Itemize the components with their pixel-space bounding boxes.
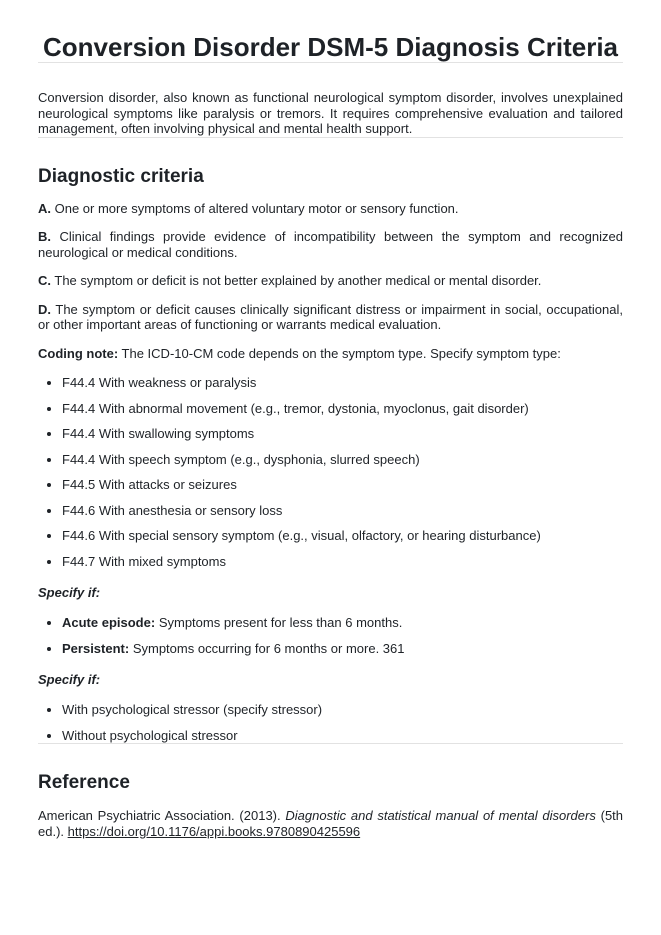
divider <box>38 137 623 138</box>
specify-stressor-heading: Specify if: <box>38 672 101 687</box>
criterion-a <box>38 201 623 217</box>
criterion-b-text: Clinical findings provide evidence of incompatibility between the symptom and recognized neurological or medical conditions. <box>38 229 623 260</box>
citation-prefix: American Psychiatric Association. (2013). <box>38 808 281 823</box>
specify-duration-list <box>38 615 623 656</box>
list-item <box>62 641 623 657</box>
list-item: • F44.4 With weakness or paralysis <box>62 375 623 391</box>
criterion-c-label: C. <box>38 273 51 288</box>
page-title: Conversion Disorder DSM-5 Diagnosis Criteria <box>42 32 619 62</box>
criterion-d-text: The symptom or deficit causes clinically significant distress or impairment in social, occupational, or other important areas of functioning or warrants medical evaluation. <box>38 301 623 332</box>
specify-stressor-list <box>38 702 623 743</box>
intro-paragraph: Conversion disorder, also known as functional neurological symptom disorder, involves unexplained neurological symptoms like paralysis or tremors. It requires comprehensive evaluation and tailored management, often involving physical and mental health support. <box>38 90 623 136</box>
citation-suffix: (5th ed.). <box>38 808 624 839</box>
duration-item-text: Symptoms occurring for 6 months or more. 361 <box>132 640 405 656</box>
coding-note-text: The ICD-10-CM code depends on the symptom type. Specify symptom type: <box>121 345 561 361</box>
citation-book-title: Diagnostic and statistical manual of mental disorders <box>285 808 596 823</box>
criterion-d <box>38 302 623 333</box>
list-item: • With psychological stressor (specify stressor) <box>62 702 623 718</box>
list-item: • F44.6 With anesthesia or sensory loss <box>62 503 623 519</box>
criterion-b <box>38 229 623 260</box>
list-item: • F44.4 With abnormal movement (e.g., tremor, dystonia, myoclonus, gait disorder) <box>62 401 623 417</box>
reference-heading: Reference <box>38 772 130 793</box>
list-item: • F44.4 With speech symptom (e.g., dysphonia, slurred speech) <box>62 452 623 468</box>
symptom-type-list <box>38 375 623 569</box>
list-item <box>62 615 623 631</box>
list-item: • F44.4 With swallowing symptoms <box>62 426 623 442</box>
list-item: • Without psychological stressor <box>62 728 623 744</box>
duration-item-label: Persistent: <box>62 640 130 656</box>
coding-note-label: Coding note: <box>38 345 119 361</box>
reference-citation <box>38 808 623 839</box>
duration-item-label: Acute episode: <box>62 615 156 630</box>
diagnostic-criteria-heading: Diagnostic criteria <box>38 165 204 187</box>
criterion-b-label: B. <box>38 229 51 244</box>
list-item: • F44.5 With attacks or seizures <box>62 477 623 493</box>
list-item: • F44.6 With special sensory symptom (e.g., visual, olfactory, or hearing disturbance) <box>62 528 623 544</box>
divider <box>38 62 623 63</box>
specify-duration-heading: Specify if: <box>38 585 101 600</box>
criterion-d-label: D. <box>38 301 51 317</box>
doi-link[interactable]: https://doi.org/10.1176/appi.books.9780890425596 <box>67 823 361 839</box>
divider <box>38 743 623 744</box>
criterion-c-text: The symptom or deficit is not better explained by another medical or mental disorder. <box>54 273 542 288</box>
criterion-a-label: A. <box>38 200 51 216</box>
criterion-a-text: One or more symptoms of altered voluntary motor or sensory function. <box>54 200 459 216</box>
coding-note <box>38 346 623 362</box>
list-item: • F44.7 With mixed symptoms <box>62 554 623 570</box>
duration-item-text: Symptoms present for less than 6 months. <box>158 615 403 630</box>
criterion-c <box>38 273 623 289</box>
